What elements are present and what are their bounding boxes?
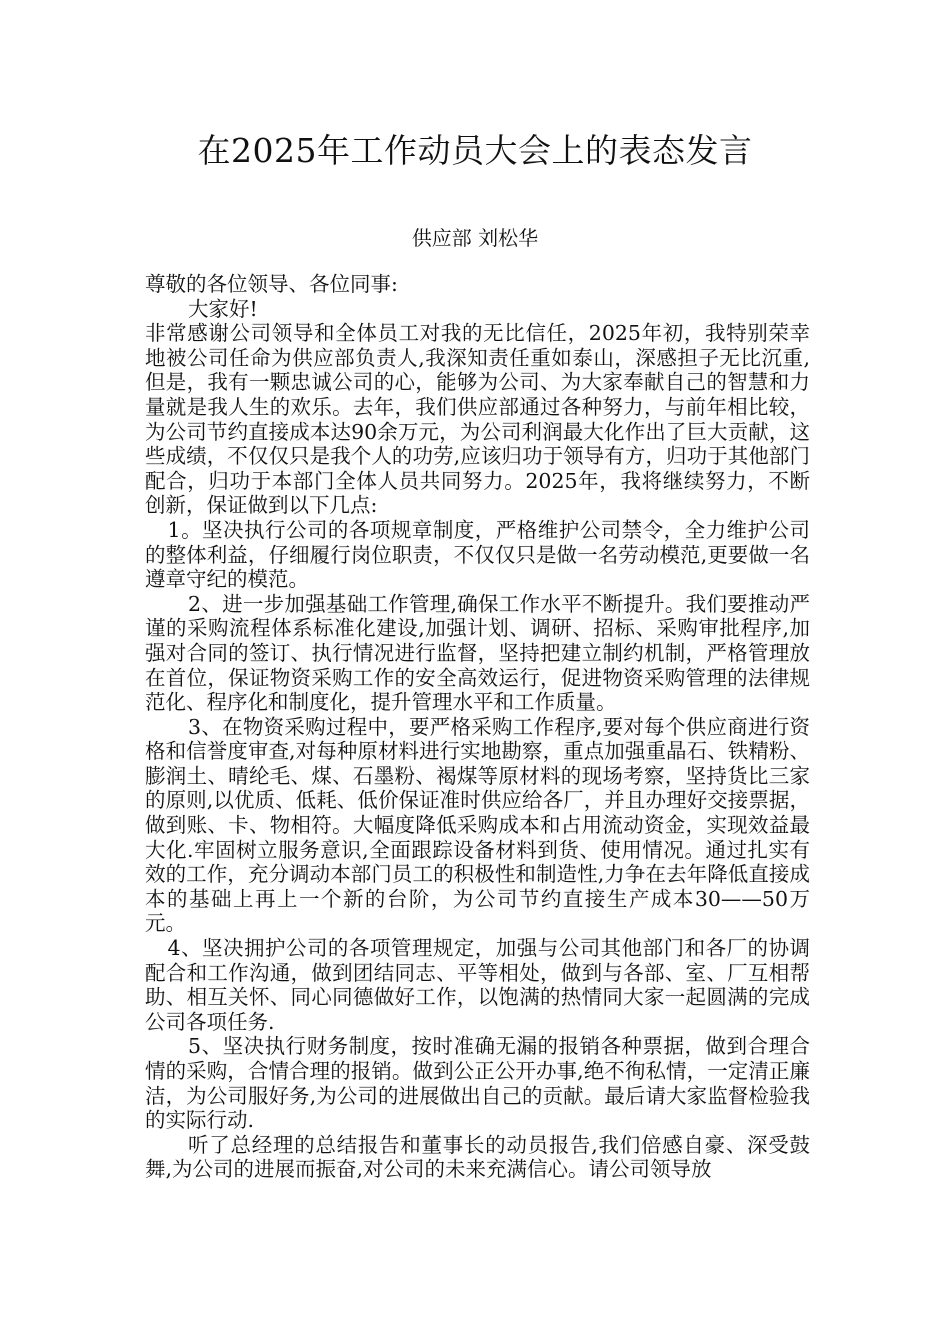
greeting: 大家好! — [188, 296, 258, 321]
document-title: 在2025年工作动员大会上的表态发言 — [197, 131, 753, 170]
paragraph-point-3: 3、在物资采购过程中，要严格采购工作程序,要对每个供应商进行资格和信誉度审查,对每种原材料进行实地勘察，重点加强重晶石、铁精粉、膨润土、晴纶毛、煤、石墨粉、褐煤等原材料的现场考察，坚持货比三家的原则,以优质、低耗、低价保证准时供应给各厂，并且办理好交接票据，做到账、卡、物相符。大幅度降低采购成本和占用流动资金，实现效益最大化.牢固树立服务意识,全面跟踪设备材料到货、使用情况。通过扎实有效的工作，充分调动本部门员工的积极性和制造性,力争在去年降低直接成本的基础上再上一个新的台阶，为公司节约直接生产成本30——50万元。 — [145, 714, 810, 936]
author-line: 供应部 刘松华 — [411, 226, 539, 250]
salutation: 尊敬的各位领导、各位同事: — [145, 272, 398, 296]
document-body — [145, 272, 810, 1182]
paragraph-point-5: 5、坚决执行财务制度，按时准确无漏的报销各种票据，做到合理合情的采购，合情合理的报销。做到公正公开办事,绝不徇私情，一定清正廉洁，为公司服好务,为公司的进展做出自己的贡献。最后请大家监督检验我的实际行动. — [145, 1034, 810, 1133]
paragraph-point-1: 1。坚决执行公司的各项规章制度，严格维护公司禁令，全力维护公司的整体利益，仔细履行岗位职责，不仅仅只是做一名劳动模范,更要做一名遵章守纪的模范。 — [145, 517, 810, 592]
paragraph-intro: 非常感谢公司领导和全体员工对我的无比信任，2025年初，我特别荣幸地被公司任命为供应部负责人,我深知责任重如泰山，深感担子无比沉重,但是，我有一颗忠诚公司的心，能够为公司、为大家奉献自己的智慧和力量就是我人生的欢乐。去年，我们供应部通过各种努力，与前年相比较，为公司节约直接成本达90余万元，为公司利润最大化作出了巨大贡献，这些成绩，不仅仅只是我个人的功劳,应该归功于领导有方，归功于其他部门配合，归功于本部门全体人员共同努力。2025年，我将继续努力，不断创新，保证做到以下几点: — [145, 321, 810, 518]
paragraph-closing: 听了总经理的总结报告和董事长的动员报告,我们倍感自豪、深受鼓舞,为公司的进展而振奋,对公司的未来充满信心。请公司领导放 — [145, 1132, 810, 1182]
paragraph-point-4: 4、坚决拥护公司的各项管理规定，加强与公司其他部门和各厂的协调配合和工作沟通，做到团结同志、平等相处，做到与各部、室、厂互相帮助、相互关怀、同心同德做好工作，以饱满的热情同大家一起圆满的完成公司各项任务. — [145, 936, 810, 1034]
paragraph-point-2: 2、进一步加强基础工作管理,确保工作水平不断提升。我们要推动严谨的采购流程体系标准化建设,加强计划、调研、招标、采购审批程序,加强对合同的签订、执行情况进行监督，坚持把建立制约机制，严格管理放在首位，保证物资采购工作的安全高效运行，促进物资采购管理的法律规范化、程序化和制度化，提升管理水平和工作质量。 — [145, 591, 810, 715]
